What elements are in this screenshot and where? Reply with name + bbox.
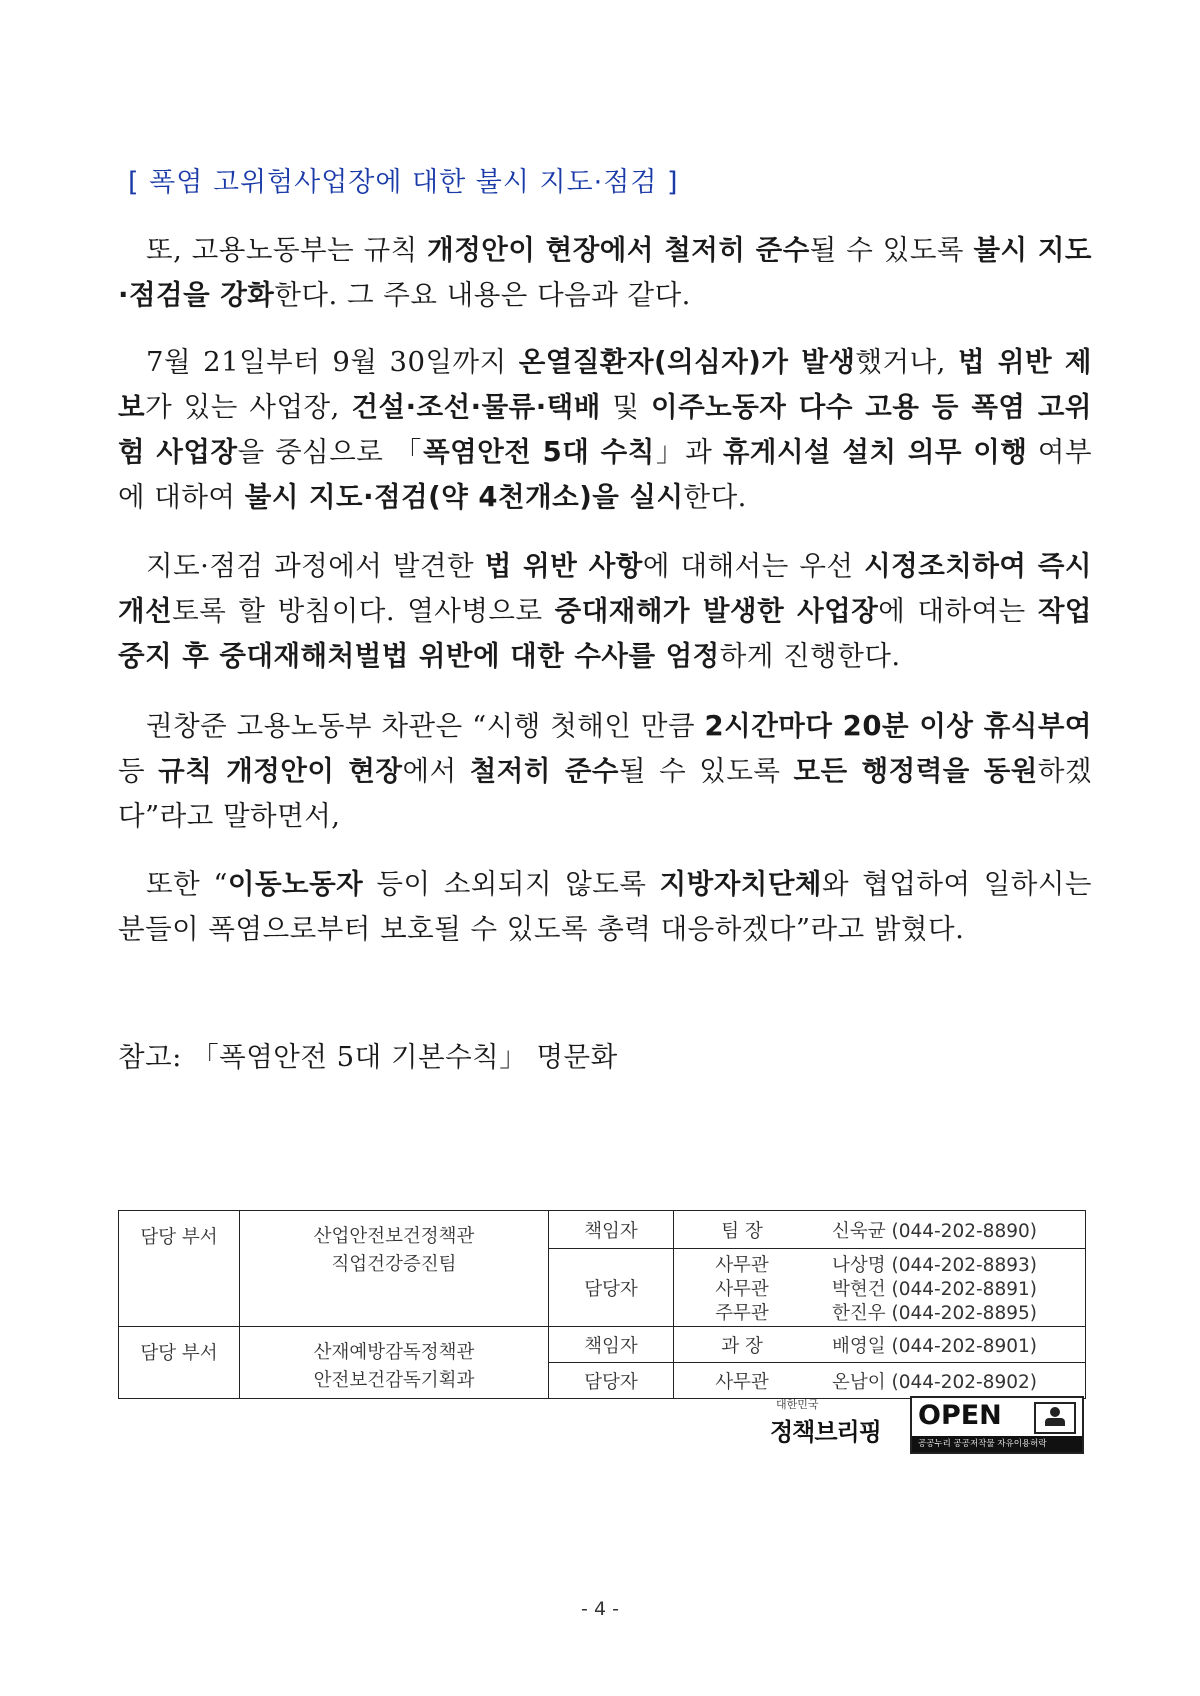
- body-text: 와 협업하여 일하시는 분들이 폭염으로부터 보호될 수 있도록 총력 대응하겠다”라고 밝혔다.: [118, 868, 1092, 945]
- person-title: 과 장: [721, 1335, 763, 1357]
- person-entry: [674, 1252, 1085, 1276]
- body-text: 될 수 있도록: [618, 755, 794, 787]
- person-title: 사무관: [715, 1371, 769, 1393]
- dept-label: 담당 부서: [119, 1327, 240, 1399]
- dept-name: [240, 1327, 549, 1399]
- dept-line: 산재예방감독정책관: [313, 1342, 475, 1363]
- person-name-phone: 나상명 (044-202-8893): [832, 1254, 1037, 1276]
- logo-caption: 대한민국: [776, 1398, 819, 1411]
- person-cell: [674, 1249, 1086, 1327]
- body-text: 권창준 고용노동부 차관은 “시행 첫해인 만큼: [146, 710, 705, 742]
- body-text: 등이 소외되지 않도록: [363, 868, 660, 900]
- policy-briefing-logo: [770, 1396, 898, 1458]
- role-label: 책임자: [549, 1211, 674, 1249]
- person-cell: [674, 1211, 1086, 1249]
- dept-name: [240, 1211, 549, 1327]
- role-label: 책임자: [549, 1327, 674, 1363]
- body-text: 및: [600, 391, 652, 423]
- body-text: 또, 고용노동부는 규칙: [146, 234, 428, 266]
- person-name-phone: 신욱균 (044-202-8890): [832, 1220, 1037, 1242]
- body-text: 하게 진행한다.: [719, 640, 901, 672]
- emphasis-text: 이동노동자: [227, 868, 364, 900]
- dept-line: 산업안전보건정책관: [313, 1226, 475, 1247]
- emphasis-text: 2시간마다 20분 이상 휴식부여: [704, 710, 1092, 742]
- body-text: 한다.: [683, 481, 747, 513]
- emphasis-text: 개정안이 현장에서 철저히 준수: [427, 234, 810, 266]
- logo-wordmark: 정책브리핑: [770, 1418, 881, 1446]
- person-name-phone: 한진우 (044-202-8895): [832, 1302, 1037, 1324]
- emphasis-text: 법 위반 제보: [118, 346, 1092, 423]
- body-text: 토록 할 방침이다. 열사병으로: [172, 595, 555, 627]
- emphasis-text: 시정조치하여 즉시 개선: [118, 550, 1092, 627]
- person-name-phone: 박현건 (044-202-8891): [832, 1278, 1037, 1300]
- body-text: 을 중심으로 「: [237, 436, 424, 468]
- emphasis-text: 폭염안전 5대 수칙: [423, 436, 655, 468]
- person-entry: [674, 1333, 1085, 1357]
- body-text: 등: [118, 755, 159, 787]
- footer-logos: [770, 1396, 1086, 1458]
- body-text: 에 대해서는 우선: [642, 550, 865, 582]
- person-name-phone: 배영일 (044-202-8901): [832, 1335, 1037, 1357]
- person-entry: [674, 1218, 1085, 1242]
- paragraph-inspection-scope: [118, 340, 1092, 520]
- paragraph-inspection-intro: [118, 228, 1092, 318]
- section-heading: [ 폭염 고위험사업장에 대한 불시 지도·점검 ]: [128, 167, 679, 198]
- person-entry: [674, 1276, 1085, 1300]
- body-text: 한다. 그 주요 내용은 다음과 같다.: [274, 279, 691, 311]
- person-cell: [674, 1327, 1086, 1363]
- dept-label: 담당 부서: [119, 1211, 240, 1327]
- body-text: 하겠다”라고 말하면서,: [118, 755, 1093, 832]
- emphasis-text: 건설·조선·물류·택배: [351, 391, 601, 423]
- open-wordmark: OPEN: [918, 1400, 1002, 1431]
- body-text: 지도·점검 과정에서 발견한: [146, 550, 485, 582]
- emphasis-text: 철저히 준수: [469, 755, 619, 787]
- dept-line: 안전보건감독기획과: [313, 1370, 475, 1391]
- person-title: 주무관: [715, 1302, 769, 1324]
- reference-note: 참고: 「폭염안전 5대 기본수칙」 명문화: [118, 1041, 618, 1073]
- paragraph-mobile-workers: [118, 862, 1092, 952]
- body-text: 에 대하여는: [878, 595, 1038, 627]
- body-text: 또한 “: [146, 868, 228, 900]
- role-label: 담당자: [549, 1249, 674, 1327]
- body-text: 7월 21일부터 9월 30일까지: [146, 346, 519, 378]
- body-text: 가 있는 사업장,: [145, 391, 352, 423]
- person-cell: [674, 1363, 1086, 1399]
- attribution-person-icon: [1034, 1402, 1076, 1434]
- person-title: 사무관: [715, 1278, 769, 1300]
- paragraph-violation-action: [118, 544, 1092, 679]
- paragraph-vice-minister-quote: [118, 704, 1092, 839]
- dept-line: 직업건강증진팀: [331, 1254, 457, 1275]
- body-text: 여부에 대하여: [118, 436, 1093, 513]
- kogl-open-license-badge: [910, 1396, 1084, 1454]
- emphasis-text: 중대재해가 발생한 사업장: [554, 595, 879, 627]
- emphasis-text: 온열질환자(의심자)가 발생: [518, 346, 856, 378]
- person-entry: [674, 1300, 1085, 1324]
- contact-table: [118, 1210, 1086, 1399]
- emphasis-text: 규칙 개정안이 현장: [158, 755, 403, 787]
- body-text: 될 수 있도록: [809, 234, 974, 266]
- emphasis-text: 법 위반 사항: [484, 550, 643, 582]
- body-text: 했거나,: [855, 346, 958, 378]
- emphasis-text: 모든 행정력을 동원: [793, 755, 1038, 787]
- emphasis-text: 불시 지도·점검(약 4천개소)을 실시: [244, 481, 684, 513]
- license-caption: 공공누리 공공저작물 자유이용허락: [912, 1436, 1082, 1452]
- role-label: 담당자: [549, 1363, 674, 1399]
- body-text: 에서: [402, 755, 470, 787]
- page-number: - 4 -: [581, 1598, 619, 1620]
- emphasis-text: 이주노동자 다수 고용 등 폭염 고위험 사업장: [118, 391, 1092, 468]
- body-text: 」과: [654, 436, 723, 468]
- person-entry: [674, 1369, 1085, 1393]
- emphasis-text: 불시 지도·점검을 강화: [118, 234, 1092, 311]
- person-title: 사무관: [715, 1254, 769, 1276]
- person-title: 팀 장: [721, 1220, 763, 1242]
- person-name-phone: 온남이 (044-202-8902): [832, 1371, 1037, 1393]
- emphasis-text: 휴게시설 설치 의무 이행: [722, 436, 1028, 468]
- emphasis-text: 작업중지 후 중대재해처벌법 위반에 대한 수사를 엄정: [118, 595, 1092, 672]
- emphasis-text: 지방자치단체: [659, 868, 822, 900]
